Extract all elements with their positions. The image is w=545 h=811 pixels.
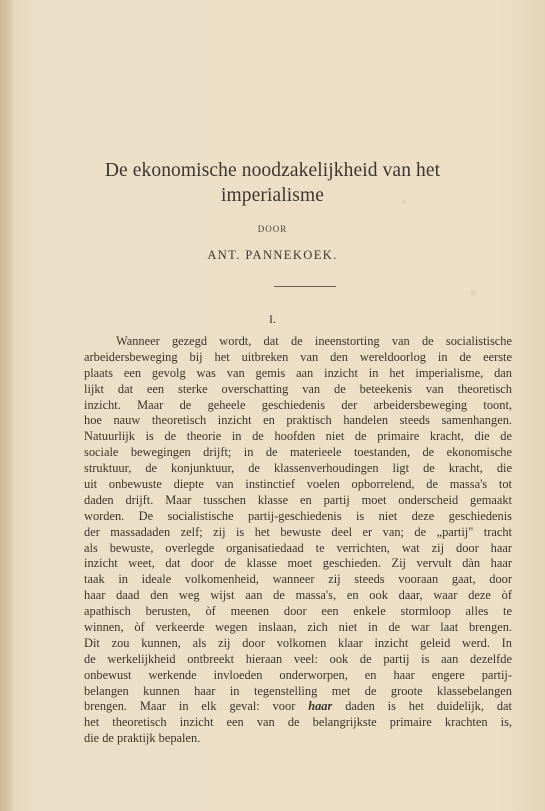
- text-line: hoe nauw theoretisch inzicht en praktisch handelen steeds samenhangen.: [84, 413, 512, 428]
- text-segment: daden is het duidelijk, dat: [332, 699, 512, 714]
- text-line: belangen kunnen haar in tegenstelling met de groote klassebelangen: [84, 683, 512, 698]
- text-line: daden drijft. Maar tusschen klasse en partij moet onderscheid gemaakt: [84, 492, 512, 507]
- section-number: I.: [269, 312, 276, 326]
- text-line: inzicht weet, dat door de klasse moet geschieden. Zij vervult dàn haar: [84, 556, 512, 571]
- text-line: Natuurlijk is de theorie in de hoofden niet de primaire kracht, die de: [84, 429, 512, 444]
- text-line: Dit zou kunnen, als zij door volkomen klaar inzicht geleid werd. In: [84, 635, 512, 650]
- text-line: Wanneer gezegd wordt, dat de ineenstorting van de socialistische: [116, 334, 512, 348]
- text-line: arbeidersbeweging bij het uitbreken van den wereldoorlog in de eerste: [84, 349, 512, 364]
- title-line-2: imperialisme: [220, 185, 324, 206]
- byline-prefix: DOOR: [257, 224, 288, 234]
- text-line: die de praktijk bepalen.: [84, 731, 201, 746]
- title-line-1: De ekonomische noodzakelijkheid van het: [104, 160, 441, 181]
- text-line: het theoretisch inzicht een van de belangrijkste primaire krachten is,: [84, 715, 512, 730]
- text-line: plaats een gevolg was van gemis aan inzicht in het imperialisme, dan: [84, 365, 512, 380]
- text-line-with-emphasis: [84, 699, 512, 715]
- text-line: als bewuste, overlegde organisatiedaad te verrichten, wat zij door haar: [84, 540, 512, 555]
- text-line: uit onbewuste diepte van instinctief voelen opborrelend, de massa's tot: [84, 477, 512, 492]
- page-spine-shadow: [0, 0, 12, 811]
- text-line: struktuur, de konjunktuur, de klassenverhoudingen ligt de kracht, die: [84, 461, 512, 476]
- text-line: apathisch berusten, òf meenen door een enkele stormloop alles te: [84, 604, 512, 619]
- body-paragraph: [84, 334, 512, 747]
- article-title: [0, 158, 545, 208]
- text-line: lijkt dat een sterke overschatting van de beteekenis van theoretisch: [84, 381, 512, 396]
- text-line: worden. De socialistische partij-geschiedenis is niet deze geschiedenis: [84, 508, 512, 523]
- text-line: sociale bewegingen drijft; in de materieele toestanden, de ekonomische: [84, 445, 512, 460]
- text-line: onbewust werkende invloeden onderworpen, en haar engere partij-: [84, 667, 512, 682]
- divider-rule: [274, 286, 336, 287]
- text-line: haar daad den weg wijst aan de massa's, en ook daar, waar deze òf: [84, 588, 512, 603]
- text-line: taak in ideale volkomenheid, wanneer zij steeds vooraan gaat, door: [84, 572, 512, 587]
- text-line: der massadaden zelf; zij is het bewuste deel er van; de „partij" tracht: [84, 524, 512, 539]
- paper-stain: [470, 290, 476, 296]
- author-name: ANT. PANNEKOEK.: [207, 248, 338, 262]
- emphasized-word: haar: [308, 699, 333, 714]
- text-line: inzicht. Maar de geheele geschiedenis der arbeidersbeweging toont,: [84, 397, 512, 412]
- text-segment: brengen. Maar in elk geval: voor: [84, 699, 309, 714]
- text-line: de werkelijkheid ontbreekt hieraan veel: ook de partij is aan dezelfde: [84, 651, 512, 666]
- text-line: winnen, òf verkeerde wegen inslaan, zich niet in de war laat brengen.: [84, 620, 512, 635]
